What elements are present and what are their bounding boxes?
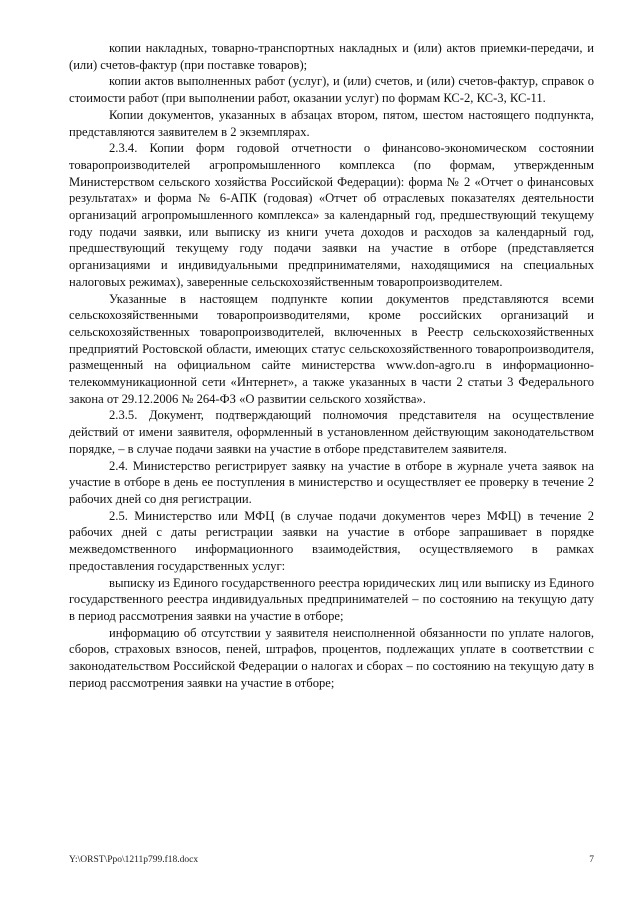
page-number: 7: [589, 855, 594, 865]
paragraph: информацию об отсутствии у заявителя неисполненной обязанности по уплате налогов, сборов, страховых взносов, пеней, штрафов, процентов, подлежащих уплате в соответствии с законодательством Российской Федерации о налогах и сборах – по состоянию на текущую дату в период рассмотрения заявки на участие в отборе;: [69, 625, 594, 690]
paragraph: Копии документов, указанных в абзацах втором, пятом, шестом настоящего подпункта, представляются заявителем в 2 экземплярах.: [69, 107, 594, 139]
footer-file-path: Y:\ORST\Ppo\1211p799.f18.docx: [69, 855, 199, 865]
document-body: [69, 40, 594, 691]
paragraph: копии актов выполненных работ (услуг), и (или) счетов, и (или) счетов-фактур, справок о стоимости работ (при выполнении работ, оказании услуг) по формам КС-2, КС-3, КС-11.: [69, 74, 594, 106]
paragraph: 2.3.4. Копии форм годовой отчетности о финансово-экономическом состоянии товаропроизводителей агропромышленного комплекса (по формам, утвержденным Министерством сельского хозяйства Российской Федерации): форма № 2 «Отчет о финансовых результатах» и форма № 6-АПК (годовая) «Отчет об отраслевых показателях деятельности организаций агропромышленного комплекса» за календарный год, предшествующий текущему году подачи заявки, или выписку из книги учета доходов и расходов за календарный год, предшествующий текущему году подачи заявки на участие в отборе (представляется организациями и индивидуальными предпринимателями, находящимися на специальных налоговых режимах), заверенные сельскохозяйственным товаропроизводителем.: [69, 141, 594, 289]
paragraph: копии накладных, товарно-транспортных накладных и (или) актов приемки-передачи, и (или) счетов-фактур (при поставке товаров);: [69, 41, 594, 72]
paragraph: 2.4. Министерство регистрирует заявку на участие в отборе в журнале учета заявок на участие в отборе в день ее поступления в министерство и осуществляет ее проверку в течение 2 рабочих дней со дня регистрации.: [69, 458, 594, 506]
paragraph: 2.5. Министерство или МФЦ (в случае подачи документов через МФЦ) в течение 2 рабочих дней с даты регистрации заявки на участие в отборе запрашивает в порядке межведомственного информационного взаимодействия, осуществляемого в рамках предоставления государственных услуг:: [69, 508, 594, 573]
paragraph: 2.3.5. Документ, подтверждающий полномочия представителя на осуществление действий от имени заявителя, оформленный в установленном действующим законодательством порядке, – в случае подачи заявки на участие в отборе представителем заявителя.: [69, 408, 594, 456]
paragraph: выписку из Единого государственного реестра юридических лиц или выписку из Единого государственного реестра индивидуальных предпринимателей – по состоянию на текущую дату в период рассмотрения заявки на участие в отборе;: [69, 575, 594, 623]
paragraph: Указанные в настоящем подпункте копии документов представляются всеми сельскохозяйственными товаропроизводителями, кроме российских организаций и сельскохозяйственных товаропроизводителей, включенных в Реестр сельскохозяйственных предприятий Ростовской области, имеющих статус сельскохозяйственного товаропроизводителя, размещенный на официальном сайте министерства www.don-agro.ru в информационно-телекоммуникационной сети «Интернет», а также указанных в части 2 статьи 3 Федерального закона от 29.12.2006 № 264-ФЗ «О развитии сельского хозяйства».: [69, 291, 594, 406]
